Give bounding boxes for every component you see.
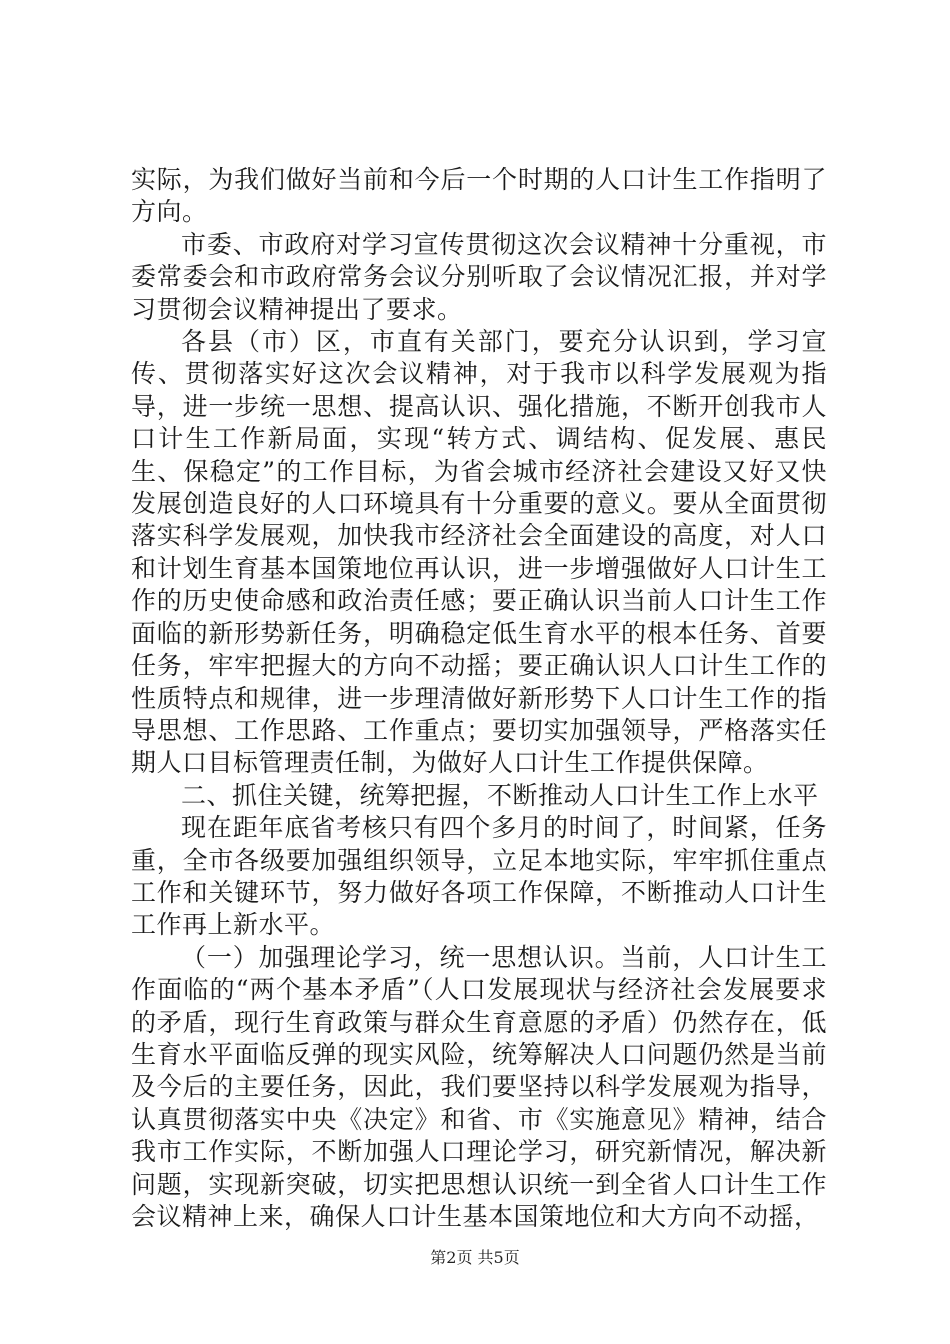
paragraph: 市委、市政府对学习宣传贯彻这次会议精神十分重视，市委常委会和市政府常务会议分别听取了会议情况汇报，并对学习贯彻会议精神提出了要求。: [131, 229, 827, 324]
paragraph: （一）加强理论学习，统一思想认识。当前，人口计生工作面临的“两个基本矛盾”（人口发展现状与经济社会发展要求的矛盾，现行生育政策与群众生育意愿的矛盾）仍然存在，低生育水平面临反弹的现实风险，统筹解决人口问题仍然是当前及今后的主要任务，因此，我们要坚持以科学发展观为指导，认真贯彻落实中央《决定》和省、市《实施意见》精神，结合我市工作实际，不断加强人口理论学习，研究新情况，解决新问题，实现新突破，切实把思想认识统一到全省人口计生工作会议精神上来，确保人口计生基本国策地位和大方向不动摇，: [131, 942, 827, 1231]
paragraph: 现在距年底省考核只有四个多月的时间了，时间紧，任务重，全市各级要加强组织领导，立足本地实际，牢牢抓住重点工作和关键环节，努力做好各项工作保障，不断推动人口计生工作再上新水平。: [131, 813, 827, 940]
page-number-footer: 第2页 共5页: [430, 1248, 520, 1267]
paragraph-continuation: 实际，为我们做好当前和今后一个时期的人口计生工作指明了方向。: [131, 165, 827, 227]
paragraph: 各县（市）区，市直有关部门，要充分认识到，学习宣传、贯彻落实好这次会议精神，对于我市以科学发展观为指导，进一步统一思想、提高认识、强化措施，不断开创我市人口计生工作新局面，实现“转方式、调结构、促发展、惠民生、保稳定”的工作目标，为省会城市经济社会建设又好又快发展创造良好的人口环境具有十分重要的意义。要从全面贯彻落实科学发展观，加快我市经济社会全面建设的高度，对人口和计划生育基本国策地位再认识，进一步增强做好人口计生工作的历史使命感和政治责任感；要正确认识当前人口计生工作面临的新形势新任务，明确稳定低生育水平的根本任务、首要任务，牢牢把握大的方向不动摇；要正确认识人口计生工作的性质特点和规律，进一步理清做好新形势下人口计生工作的指导思想、工作思路、工作重点；要切实加强领导，严格落实任期人口目标管理责任制，为做好人口计生工作提供保障。: [131, 327, 827, 778]
section-heading: 二、抓住关键，统筹把握，不断推动人口计生工作上水平: [181, 780, 819, 810]
document-body: [131, 164, 827, 1233]
